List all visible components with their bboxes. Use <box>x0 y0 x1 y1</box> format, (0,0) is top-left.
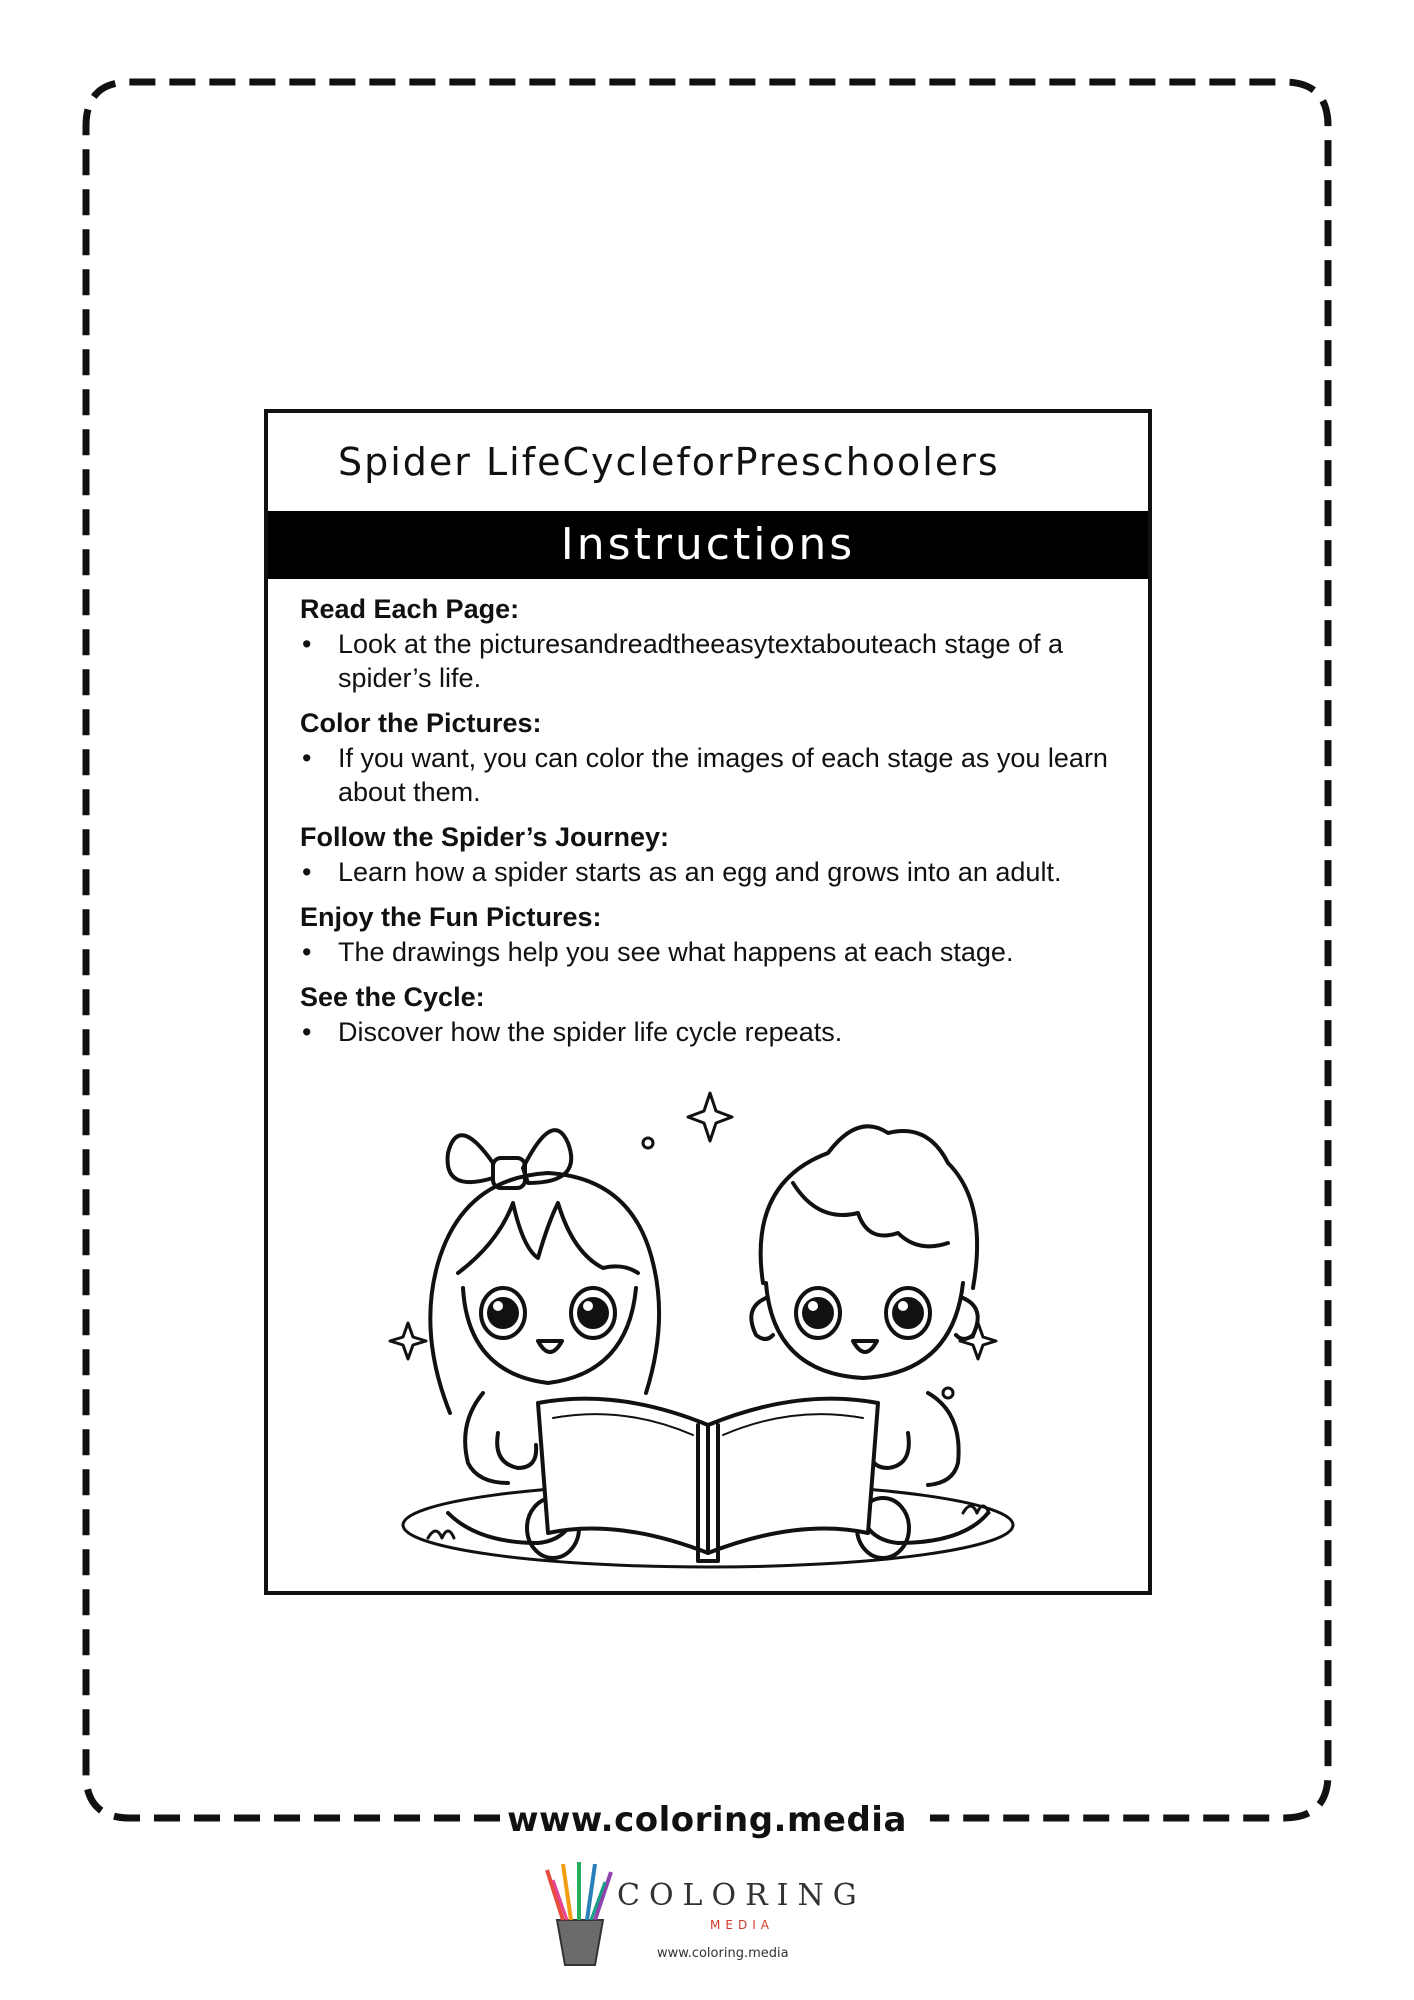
section-text: If you want, you can color the images of each stage as you learn about them. <box>338 743 1108 807</box>
pencil-cup-icon <box>537 1860 617 1970</box>
instructions-heading: Instructions <box>268 511 1148 579</box>
section-heading: See the Cycle: <box>300 982 485 1012</box>
brand-url[interactable]: www.coloring.media <box>657 1946 789 1961</box>
section-bullet <box>300 627 1140 695</box>
brand-subtitle: MEDIA <box>710 1918 774 1932</box>
section-heading: Color the Pictures: <box>300 708 542 738</box>
instruction-section <box>300 819 1140 889</box>
brand-name: COLORING <box>617 1878 866 1913</box>
section-bullet <box>300 855 1140 889</box>
section-heading: Follow the Spider’s Journey: <box>300 822 670 852</box>
section-bullet <box>300 741 1140 809</box>
instruction-section <box>300 705 1140 809</box>
bullet-icon: • <box>302 857 312 887</box>
instruction-section <box>300 899 1140 969</box>
section-text: The drawings help you see what happens at each stage. <box>338 937 1014 967</box>
brand-logo-block <box>537 1860 877 1970</box>
instruction-section <box>300 591 1140 695</box>
section-text: Learn how a spider starts as an egg and grows into an adult. <box>338 857 1062 887</box>
instructions-card <box>264 409 1152 1595</box>
bullet-icon: • <box>302 1017 312 1047</box>
section-bullet <box>300 935 1140 969</box>
instruction-section <box>300 979 1140 1049</box>
worksheet-title: Spider LifeCycleforPreschoolers <box>338 440 1000 484</box>
section-bullet <box>300 1015 1140 1049</box>
bullet-icon: • <box>302 743 312 773</box>
footer-website-url[interactable]: www.coloring.media <box>507 1800 907 1840</box>
section-heading: Enjoy the Fun Pictures: <box>300 902 602 932</box>
section-text: Look at the picturesandreadtheeasytextabouteach stage of a spider’s life. <box>338 629 1064 693</box>
children-reading-book-icon <box>388 1073 1028 1583</box>
bullet-icon: • <box>302 629 312 659</box>
instruction-list <box>300 591 1140 1059</box>
bullet-icon: • <box>302 937 312 967</box>
section-heading: Read Each Page: <box>300 594 520 624</box>
section-text: Discover how the spider life cycle repeats. <box>338 1017 843 1047</box>
